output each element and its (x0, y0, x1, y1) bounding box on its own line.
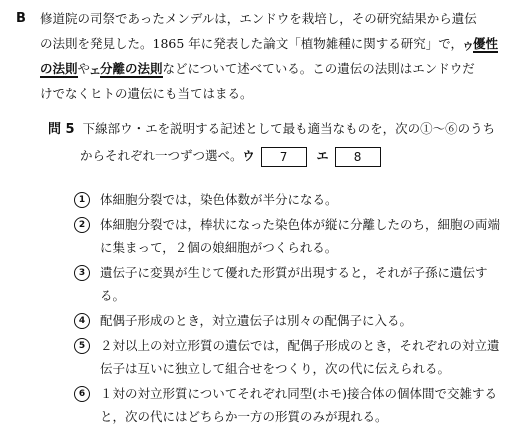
section-label: B (16, 11, 26, 26)
option-text: 体細胞分裂では，染色体数が半分になる。 (100, 192, 338, 207)
option-number-icon: 3 (74, 265, 90, 281)
answer-box-7[interactable]: 7 (261, 147, 307, 167)
passage-line-4: けでなくヒトの遺伝にも当てはまる。 (40, 86, 253, 101)
answer-options (74, 188, 510, 430)
option-number-icon: 6 (74, 386, 90, 402)
section-b-passage (16, 6, 510, 106)
option-number-icon: 4 (74, 313, 90, 329)
option-4[interactable] (74, 309, 510, 332)
answer-label-e: エ (316, 149, 329, 163)
option-6[interactable] (74, 382, 510, 428)
option-number-icon: 5 (74, 338, 90, 354)
passage-line-3: の法則やエ分離の法則などについて述べている。この遺伝の法則はエンドウだ (40, 61, 475, 78)
question-line-2: からそれぞれ一つずつ選べ。ウ 7 エ 8 (48, 143, 508, 169)
underlined-term-law: の法則 (40, 61, 78, 76)
option-text: 体細胞分裂では，棒状になった染色体が縦に分離したのち，細胞の両端に集まって，２個の娘細胞がつくられる。 (100, 217, 501, 255)
underline-mark-u: ウ (463, 42, 474, 53)
option-5[interactable] (74, 334, 510, 380)
option-number-icon: 1 (74, 192, 90, 208)
underlined-term-segregation: 分離の法則 (100, 61, 163, 76)
question-5 (48, 116, 508, 169)
option-text: 配偶子形成のとき，対立遺伝子は別々の配偶子に入る。 (100, 313, 413, 328)
option-text: ２対以上の対立形質の遺伝では，配偶子形成のとき，それぞれの対立遺伝子は互いに独立して組合せをつくり，次の代に伝えられる。 (100, 338, 500, 376)
passage-line-2: の法則を発見した。1865 年に発表した論文「植物雑種に関する研究」で，ウ優性 (40, 36, 499, 53)
passage-line-1: 修道院の司祭であったメンデルは，エンドウを栽培し，その研究結果から遺伝 (40, 11, 477, 26)
option-3[interactable] (74, 261, 510, 307)
option-2[interactable] (74, 213, 510, 259)
answer-box-8[interactable]: 8 (335, 147, 381, 167)
question-number: 問 5 (48, 122, 75, 137)
option-text: 遺伝子に変異が生じて優れた形質が出現すると，それが子孫に遺伝する。 (100, 265, 488, 303)
answer-label-u: ウ (242, 149, 255, 163)
question-line-1: 問 5 下線部ウ・エを説明する記述として最も適当なものを，次の①〜⑥のうち (48, 121, 496, 137)
underlined-term-dominance: 優性 (473, 36, 499, 51)
option-number-icon: 2 (74, 217, 90, 233)
option-1[interactable] (74, 188, 510, 211)
underline-mark-e: エ (90, 67, 101, 78)
option-text: １対の対立形質についてそれぞれ同型(ホモ)接合体の個体間で交雑すると，次の代にはどちらか一方の形質のみが現れる。 (100, 386, 498, 424)
